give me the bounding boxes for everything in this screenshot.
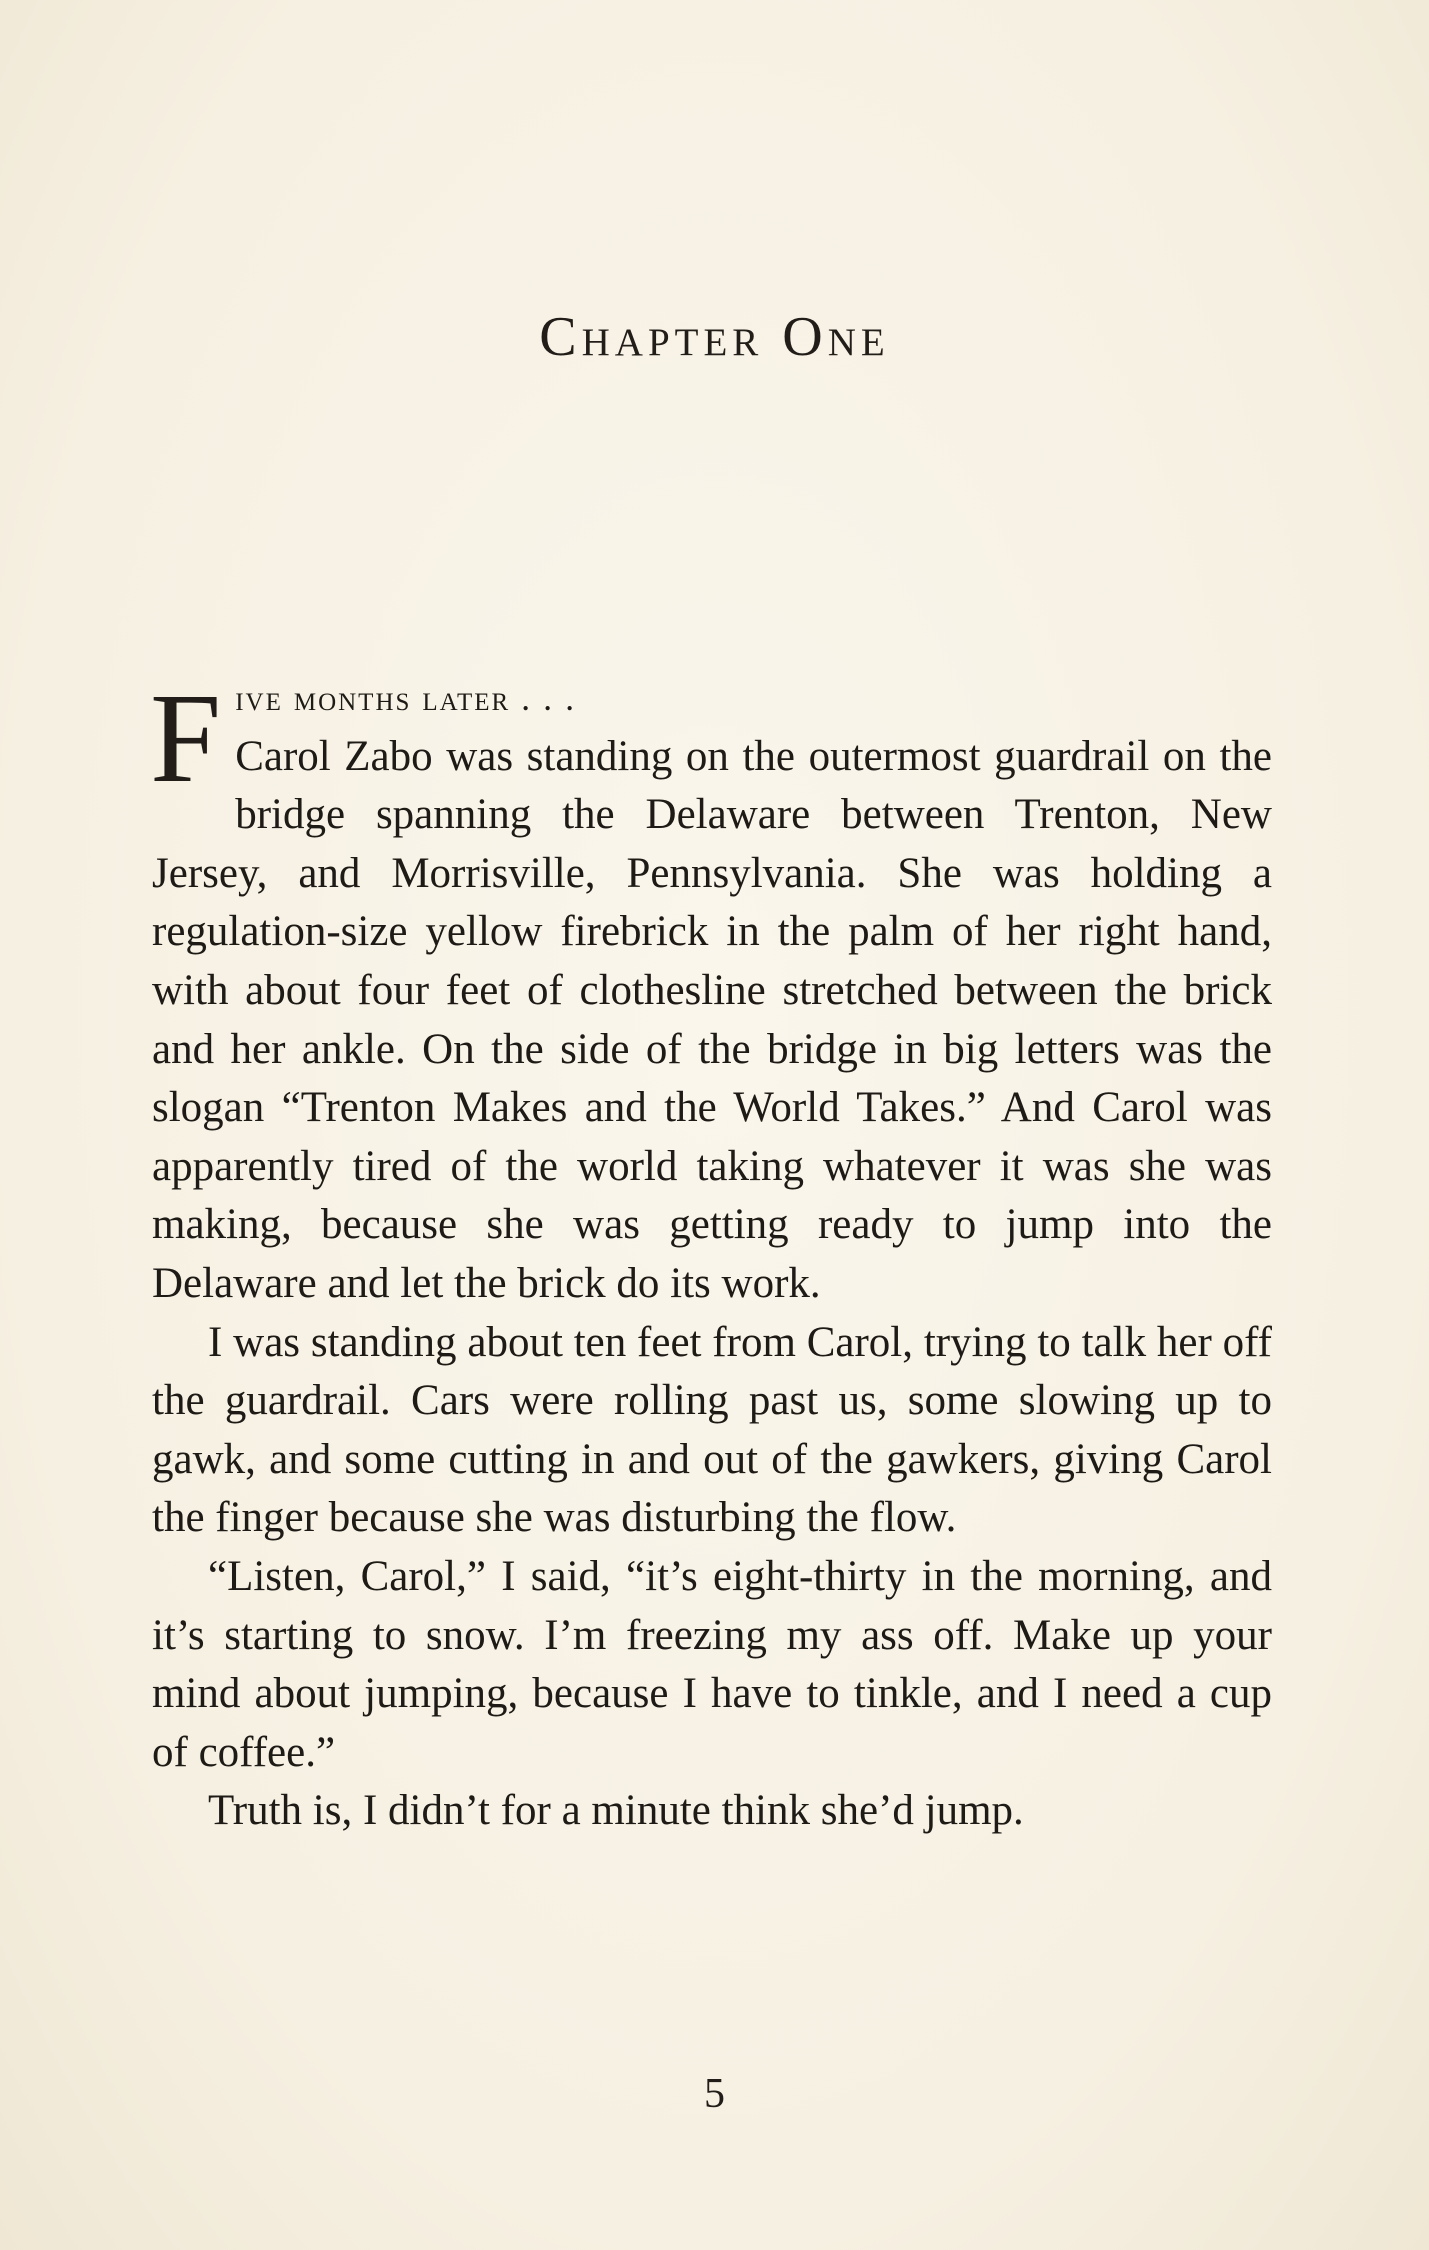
page-number: 5 — [704, 2071, 725, 2117]
paragraph: I was standing about ten feet from Carol, trying to talk her off the guardrail. Cars were rolling past us, some slowing up to gawk, and some cutting in and out of the gawkers, giving Carol the finger because she was disturbing the flow. — [152, 1318, 1272, 1542]
opening-paragraph-text: Carol Zabo was standing on the outermost guardrail on the bridge spanning the Delaware between Trenton, New Jersey, and Morrisville, Pennsylvania. She was holding a regulation-size yellow firebrick in the palm of her right hand, with about four feet of clothesline stretched between the brick and her ankle. On the side of the bridge in big letters was the slogan “Trenton Makes and the World Takes.” And Carol was apparently tired of the world taking whatever it was she was making, because she was getting ready to jump into the Delaware and let the brick do its work. — [152, 732, 1272, 1307]
lead-in: ive months later . . . — [235, 678, 577, 718]
chapter-title: Chapter One — [539, 306, 890, 368]
drop-cap: F — [150, 667, 222, 809]
opening-paragraph — [152, 668, 1272, 1314]
paragraph: “Listen, Carol,” I said, “it’s eight-thirty in the morning, and it’s starting to snow. I’m freezing my ass off. Make up your mind about jumping, because I have to tinkle, and I need a cup of coffee.” — [152, 1552, 1272, 1776]
chapter-body — [152, 668, 1272, 1841]
paragraph: Truth is, I didn’t for a minute think she’d jump. — [208, 1787, 1024, 1835]
